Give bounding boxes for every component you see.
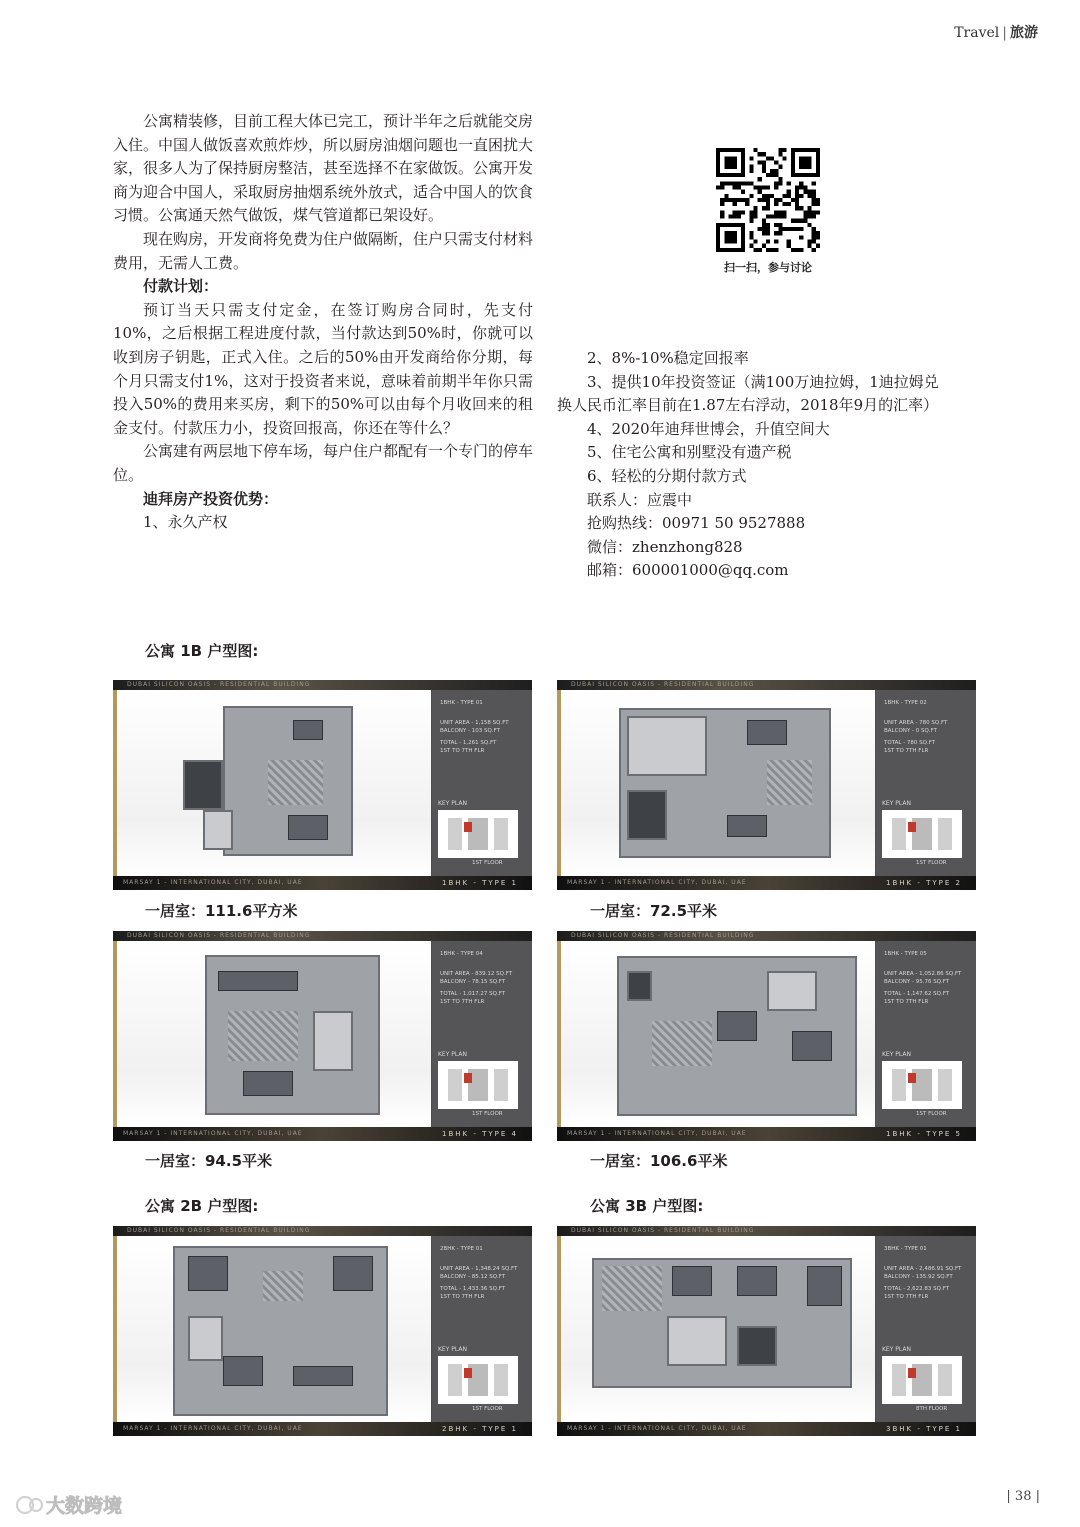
advantage-item-2: 2、8%-10%稳定回报率 (587, 349, 749, 367)
plan-info-panel (432, 690, 532, 876)
plan-balcony-area: BALCONY - 135.92 SQ.FT (884, 1274, 953, 1280)
gold-accent-bar (557, 690, 561, 876)
furniture-shape (333, 1256, 373, 1291)
rug-shape (652, 1021, 712, 1066)
header-section-cn: 旅游 (1010, 25, 1038, 41)
plan-bottom-banner: MARSAY 1 - INTERNATIONAL CITY, DUBAI, UAE 1BHK - TYPE 4 (113, 1127, 532, 1141)
plan-info-title: 3BHK - TYPE 01 (884, 1246, 927, 1252)
furniture-shape (727, 815, 767, 837)
plan-floors: 1ST TO 7TH FLR (440, 999, 485, 1005)
plan-total-area: TOTAL - 1,017.27 SQ.FT (440, 991, 506, 997)
floor-plan-image (557, 690, 875, 876)
plan-info-panel (876, 941, 976, 1127)
furniture-shape (747, 720, 787, 745)
key-plan-map (438, 810, 518, 858)
plan-unit-area: UNIT AREA - 1,158 SQ.FT (440, 720, 509, 726)
contact-email[interactable]: 邮箱：600001000@qq.com (587, 561, 789, 580)
plan-unit-area: UNIT AREA - 1,348.24 SQ.FT (440, 1266, 518, 1272)
plan-info-title: 1BHK - TYPE 04 (440, 951, 483, 957)
watermark-logo (12, 1490, 152, 1524)
key-plan-label: KEY PLAN (438, 1051, 467, 1058)
plan-info-title: 1BHK - TYPE 02 (884, 700, 927, 706)
plan-bottom-banner: MARSAY 1 - INTERNATIONAL CITY, DUBAI, UAE 3BHK - TYPE 1 (557, 1422, 976, 1436)
floor-plan-image (113, 941, 431, 1127)
plan-total-area: TOTAL - 1,147.62 SQ.FT (884, 991, 950, 997)
section-title-3b: 公寓 3B 户型图: (590, 1197, 704, 1215)
key-plan-map (882, 810, 962, 858)
plan-balcony-area: BALCONY - 103 SQ.FT (440, 728, 500, 734)
floor-plan-card (113, 680, 532, 890)
furniture-shape (218, 971, 298, 991)
key-plan-label: KEY PLAN (882, 1346, 911, 1353)
furniture-shape (243, 1071, 293, 1096)
heading-investment-advantages: 迪拜房产投资优势： (143, 489, 279, 508)
key-plan-floor: 8TH FLOOR (916, 1406, 948, 1412)
watermark-text: 大数跨境 (46, 1495, 123, 1517)
furniture-shape (807, 1266, 842, 1306)
paragraph-payment: 预订当天只需支付定金，在签订购房合同时，先支付10%，之后根据工程进度付款，当付款达到50%时，你就可以收到房子钥匙，正式入住。之后的50%由开发商给你分期，每个月只需支付1%，这对于投资者来说，意味着前期半年你只需投入50%的费用来买房，剩下的50%可以由每个月收回来的租金支付。付款压力小，投资回报高，你还在等什么？ (113, 300, 533, 437)
plan-balcony-area: BALCONY - 0 SQ.FT (884, 728, 937, 734)
advantage-item-4: 4、2020年迪拜世博会，升值空间大 (587, 419, 830, 438)
plan-bottom-banner: MARSAY 1 - INTERNATIONAL CITY, DUBAI, UAE 1BHK - TYPE 2 (557, 876, 976, 890)
plan-type-label: 1BHK - TYPE 2 (886, 879, 962, 887)
plan-total-area: TOTAL - 1,433.36 SQ.FT (440, 1286, 506, 1292)
rug-shape (602, 1266, 662, 1311)
floor-plan-image (557, 941, 875, 1127)
room-shape (627, 971, 652, 1001)
plan-unit-area: UNIT AREA - 780 SQ.FT (884, 720, 948, 726)
furniture-shape (737, 1266, 777, 1296)
plan-info-panel (432, 1236, 532, 1422)
key-plan-label: KEY PLAN (882, 1051, 911, 1058)
advantage-item-3: 3、提供10年投资签证（满100万迪拉姆，1迪拉姆兑 (587, 372, 939, 391)
floor-plan-card (557, 931, 976, 1141)
room-shape (667, 1316, 727, 1366)
running-header (954, 22, 1038, 42)
floor-plan-image (113, 690, 431, 876)
plan-type-label: 1BHK - TYPE 1 (442, 879, 518, 887)
plan-info-title: 2BHK - TYPE 01 (440, 1246, 483, 1252)
floor-plan-image (113, 1236, 431, 1422)
plan-info-panel (432, 941, 532, 1127)
qr-caption: 扫一扫，参与讨论 (724, 261, 812, 274)
paragraph-parking: 公寓建有两层地下停车场，每户住户都配有一个专门的停车位。 (113, 442, 534, 484)
plan-bottom-banner: MARSAY 1 - INTERNATIONAL CITY, DUBAI, UAE 1BHK - TYPE 5 (557, 1127, 976, 1141)
plan-balcony-area: BALCONY - 95.76 SQ.FT (884, 979, 950, 985)
plan-type-label: 1BHK - TYPE 5 (886, 1130, 962, 1138)
rug-shape (767, 760, 812, 805)
gold-accent-bar (113, 941, 117, 1127)
furniture-shape (223, 1356, 263, 1386)
plan-unit-area: UNIT AREA - 2,486.91 SQ.FT (884, 1266, 962, 1272)
header-separator: | (1002, 25, 1007, 41)
plan-top-banner: DUBAI SILICON OASIS - RESIDENTIAL BUILDING (113, 1226, 532, 1236)
room-shape (627, 716, 707, 776)
key-plan-map (438, 1356, 518, 1404)
plan-balcony-area: BALCONY - 78.15 SQ.FT (440, 979, 506, 985)
plan-caption-4: 一居室：106.6平米 (590, 1152, 728, 1170)
advantage-item-5: 5、住宅公寓和别墅没有遗产税 (587, 443, 792, 462)
room-shape (737, 1326, 777, 1366)
rug-shape (263, 1271, 303, 1301)
plan-info-panel (876, 1236, 976, 1422)
contact-person: 联系人：应震中 (587, 490, 693, 509)
right-text-column (557, 347, 977, 583)
plan-floors: 1ST TO 7TH FLR (884, 1294, 929, 1300)
key-plan-floor: 1ST FLOOR (472, 1111, 503, 1117)
plan-type-label: 2BHK - TYPE 1 (442, 1425, 518, 1433)
furniture-shape (188, 1256, 228, 1291)
plan-balcony-area: BALCONY - 85.12 SQ.FT (440, 1274, 506, 1280)
floor-plan-card (113, 931, 532, 1141)
left-text-column (113, 110, 533, 535)
rug-shape (268, 760, 323, 805)
plan-total-area: TOTAL - 780 SQ.FT (884, 740, 936, 746)
furniture-shape (672, 1266, 712, 1296)
plan-top-banner: DUBAI SILICON OASIS - RESIDENTIAL BUILDING (557, 931, 976, 941)
key-plan-floor: 1ST FLOOR (472, 860, 503, 866)
contact-wechat[interactable]: 微信：zhenzhong828 (587, 537, 743, 556)
plan-info-panel (876, 690, 976, 876)
plan-total-area: TOTAL - 2,622.83 SQ.FT (884, 1286, 950, 1292)
key-plan-map (882, 1061, 962, 1109)
key-plan-floor: 1ST FLOOR (472, 1406, 503, 1412)
gold-accent-bar (113, 1236, 117, 1422)
plan-top-banner: DUBAI SILICON OASIS - RESIDENTIAL BUILDING (557, 1226, 976, 1236)
furniture-shape (293, 1366, 353, 1386)
qr-code[interactable] (716, 148, 820, 252)
plan-info-title: 1BHK - TYPE 05 (884, 951, 927, 957)
key-plan-map (882, 1356, 962, 1404)
key-plan-map (438, 1061, 518, 1109)
plan-type-label: 3BHK - TYPE 1 (886, 1425, 962, 1433)
room-shape (183, 760, 223, 810)
heading-payment-plan: 付款计划： (143, 277, 219, 296)
plan-caption-2: 一居室：72.5平米 (590, 902, 718, 920)
gold-accent-bar (113, 690, 117, 876)
plan-info-title: 1BHK - TYPE 01 (440, 700, 483, 706)
plan-floors: 1ST TO 7TH FLR (884, 999, 929, 1005)
section-title-2b: 公寓 2B 户型图: (145, 1197, 259, 1215)
plan-floors: 1ST TO 7TH FLR (884, 748, 929, 754)
room-shape (627, 790, 667, 840)
room-shape (767, 971, 817, 1011)
plan-total-area: TOTAL - 1,261 SQ.FT (440, 740, 497, 746)
room-shape (313, 1011, 353, 1071)
floor-plan-card (113, 1226, 532, 1436)
rug-shape (228, 1011, 298, 1061)
gold-accent-bar (557, 1236, 561, 1422)
furniture-shape (717, 1011, 757, 1041)
advantage-item-6: 6、轻松的分期付款方式 (587, 466, 747, 485)
plan-caption-3: 一居室：94.5平米 (145, 1152, 273, 1170)
room-shape (203, 810, 233, 850)
plan-top-banner: DUBAI SILICON OASIS - RESIDENTIAL BUILDING (113, 931, 532, 941)
paragraph-decoration: 公寓精装修，目前工程大体已完工，预计半年之后就能交房入住。中国人做饭喜欢煎炸炒，所以厨房油烟问题也一直困扰大家，很多人为了保持厨房整洁，甚至选择不在家做饭。公寓开发商为迎合中国人，采取厨房抽烟系统外放式，适合中国人的饮食习惯。公寓通天然气做饭，煤气管道都已架设好。 (113, 112, 534, 225)
section-title-1b: 公寓 1B 户型图: (145, 642, 259, 660)
plan-unit-area: UNIT AREA - 1,052.86 SQ.FT (884, 971, 962, 977)
key-plan-label: KEY PLAN (438, 800, 467, 807)
plan-bottom-banner: MARSAY 1 - INTERNATIONAL CITY, DUBAI, UAE 1BHK - TYPE 1 (113, 876, 532, 890)
gold-accent-bar (557, 941, 561, 1127)
key-plan-floor: 1ST FLOOR (916, 1111, 947, 1117)
plan-type-label: 1BHK - TYPE 4 (442, 1130, 518, 1138)
paragraph-partition: 现在购房，开发商将免费为住户做隔断，住户只需支付材料费用，无需人工费。 (113, 229, 534, 272)
advantage-item-3-cont: 换人民币汇率目前在1.87左右浮动，2018年9月的汇率） (557, 396, 939, 415)
plan-caption-1: 一居室：111.6平方米 (145, 902, 298, 920)
plan-unit-area: UNIT AREA - 839.12 SQ.FT (440, 971, 513, 977)
key-plan-label: KEY PLAN (882, 800, 911, 807)
room-shape (188, 1316, 223, 1361)
plan-bottom-banner: MARSAY 1 - INTERNATIONAL CITY, DUBAI, UAE 2BHK - TYPE 1 (113, 1422, 532, 1436)
plan-top-banner: DUBAI SILICON OASIS - RESIDENTIAL BUILDING (113, 680, 532, 690)
page-number: | 38 | (1006, 1489, 1040, 1504)
furniture-shape (293, 720, 323, 740)
furniture-shape (792, 1031, 832, 1061)
plan-top-banner: DUBAI SILICON OASIS - RESIDENTIAL BUILDING (557, 680, 976, 690)
plan-floors: 1ST TO 7TH FLR (440, 748, 485, 754)
plan-floors: 1ST TO 7TH FLR (440, 1294, 485, 1300)
advantage-item-1: 1、永久产权 (143, 513, 228, 532)
header-section-en: Travel (954, 25, 1000, 41)
contact-hotline[interactable]: 抢购热线：00971 50 9527888 (587, 514, 806, 533)
floor-plan-card (557, 1226, 976, 1436)
floor-plan-card (557, 680, 976, 890)
furniture-shape (288, 815, 328, 840)
key-plan-floor: 1ST FLOOR (916, 860, 947, 866)
floor-plan-image (557, 1236, 875, 1422)
key-plan-label: KEY PLAN (438, 1346, 467, 1353)
